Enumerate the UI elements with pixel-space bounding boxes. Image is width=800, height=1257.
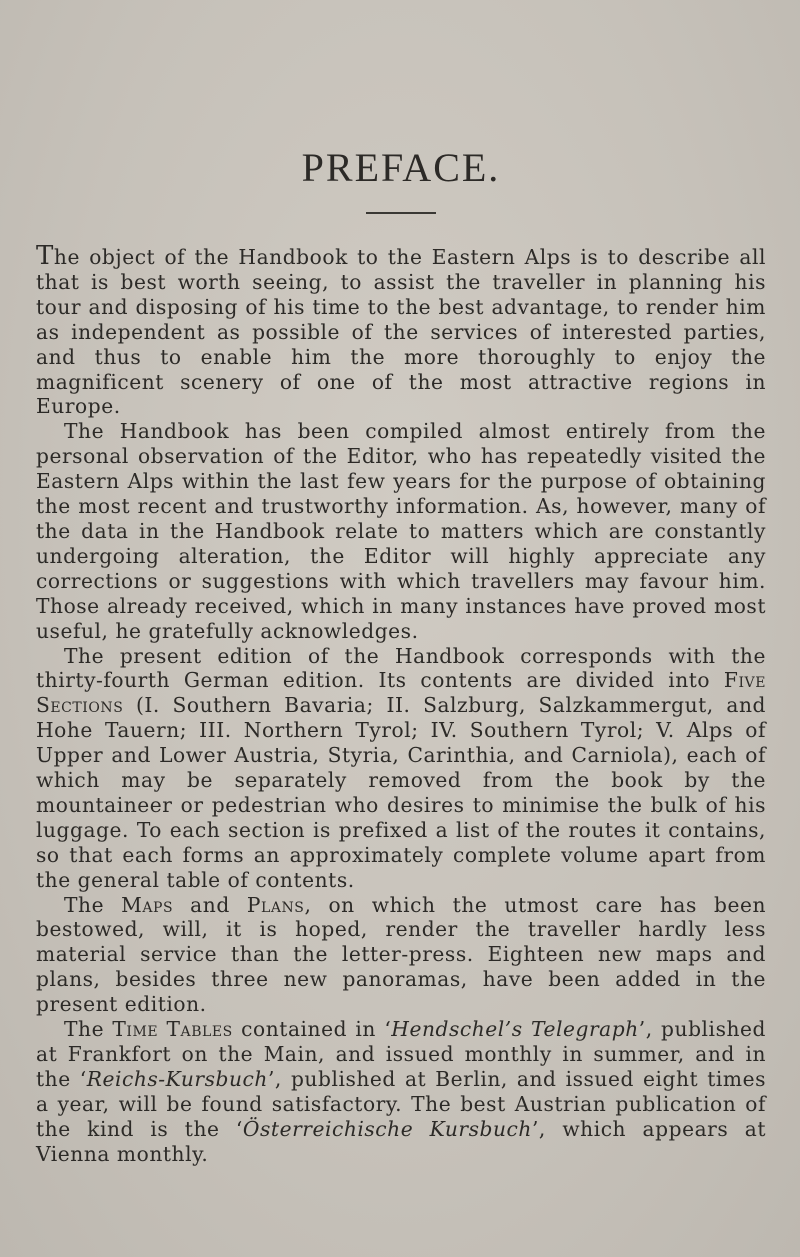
- paragraph-3-text-a: The present edition of the Handbook corresponds with the thirty-fourth German edition. Its contents are divided into: [36, 643, 766, 693]
- paragraph-5-text-a: The: [64, 1017, 113, 1042]
- title-rule: [366, 212, 436, 214]
- maps-term: Maps: [121, 892, 174, 917]
- paragraph-5-text-d: ’, published at Berlin, and issued eight times a year, will be found satisfactory. The best Austrian publication of the kind is the ‘: [36, 1066, 766, 1141]
- paragraph-3-text-b: (I. Southern Bavaria; II. Salzburg, Salzkammergut, and Hohe Tauern; III. Northern Tyrol; IV. Southern Tyrol; V. Alps of Upper and Lower Austria, Styria, Carinthia, and Carniola), each of which may be separately removed from the book by the mountaineer or pedestrian who desires to minimise the bulk of his luggage. To each section is prefixed a list of the routes it contains, so that each forms an approximately complete volume apart from the general table of contents.: [36, 693, 766, 892]
- plans-term: Plans: [246, 892, 305, 917]
- initial-letter: T: [36, 241, 54, 271]
- paragraph-4-text-a: The: [64, 892, 122, 917]
- paragraph-4-text-b: and: [173, 892, 247, 917]
- page-title: PREFACE.: [301, 145, 501, 190]
- hendschel-title: Hendschel’s Telegraph: [391, 1017, 639, 1042]
- paragraph-5-text-c: ’, published at Frankfort on the Main, and issued monthly in summer, and in the ‘: [36, 1017, 766, 1091]
- page: [36, 145, 766, 1167]
- paragraph-1-text: he object of the Handbook to the Eastern Alps is to describe all that is best worth seeing, to assist the traveller in planning his tour and disposing of his time to the best advantage, to render him as independent as possible of the services of interested parties, and thus to enable him the more thoroughly to enjoy the magnificent scenery of one of the most attractive regions in Europe.: [36, 245, 766, 419]
- time-tables-term: Time Tables: [112, 1017, 233, 1042]
- paragraph-1: [36, 241, 766, 419]
- paragraph-5-text-e: ’, which appears at Vienna monthly.: [36, 1116, 766, 1166]
- paragraph-2: The Handbook has been compiled almost entirely from the personal observation of the Editor, who has repeatedly visited the Eastern Alps within the last few years for the purpose of obtaining the most recent and trustworthy information. As, however, many of the data in the Handbook relate to matters which are constantly undergoing alteration, the Editor will highly appreciate any corrections or suggestions with which travellers may favour him. Those already received, which in many instances have proved most useful, he gratefully acknowledges.: [36, 419, 766, 643]
- paragraph-4: [36, 893, 766, 1018]
- paragraph-3: [36, 644, 766, 893]
- five-sections-term: Five Sections: [36, 668, 766, 718]
- paragraph-5-text-b: contained in ‘: [232, 1017, 392, 1042]
- paragraph-4-text-c: , on which the utmost care has been bestowed, will, it is hoped, render the traveller hardly less material service than the letter-press. Eighteen new maps and plans, besides three new panoramas, have been added in the present edition.: [36, 892, 766, 1017]
- paragraph-5: [36, 1017, 766, 1166]
- reichs-kursbuch-title: Reichs-Kursbuch: [86, 1066, 268, 1091]
- preface-body: [36, 241, 766, 1167]
- oesterreichische-kursbuch-title: Österreichische Kursbuch: [242, 1116, 532, 1141]
